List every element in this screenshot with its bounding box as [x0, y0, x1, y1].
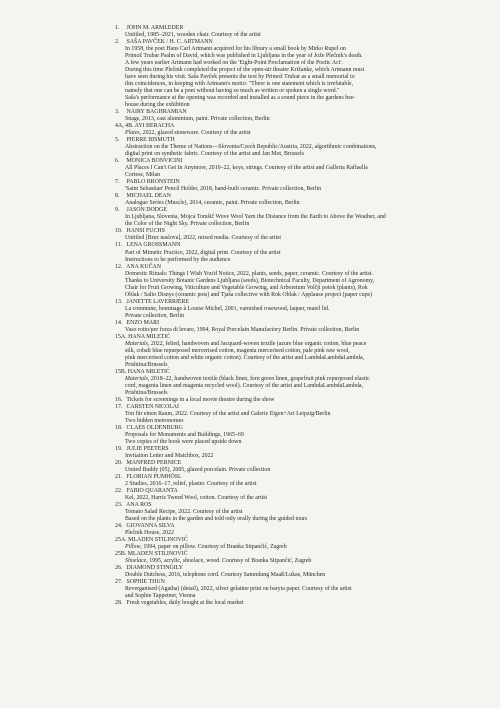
artist-name: LENA GROSSMANN — [126, 242, 181, 249]
entry-heading — [115, 600, 487, 607]
artwork-title: Materials — [125, 340, 148, 347]
checklist-entry — [115, 320, 487, 334]
checklist-entry — [115, 334, 487, 369]
entry-detail-line: Snags, 2013, cast aluminium, paint. Private collection, Berlin — [125, 116, 270, 123]
entry-detail-line: All Places I Can't Get In Anymore, 2010–22, keys, strings. Courtesy of the artist and Galleria Raffaella — [125, 165, 368, 172]
entry-detail-line: Abstraction on the Theme of Nations—Slovenia/Czech Republic/Austria, 2022, algorithmic combinations, — [125, 144, 377, 151]
entry-heading — [115, 109, 487, 116]
artist-name: FLORIAN PUMHÖSL — [126, 474, 182, 480]
entry-detail-line: La commune, hommage à Louise Michel, 2001, varnished rosewood, laquer, matel lid. — [125, 305, 330, 312]
entry-number: 22. — [115, 488, 123, 495]
entry-heading — [115, 334, 487, 341]
checklist-entry — [115, 600, 487, 607]
entry-detail-line: cord, magenta linen and magenta recycled wool). Courtesy of the artist and LambdaLambdaLambda, — [125, 382, 363, 389]
entry-detail-line: In 1958, the poet Hans Carl Artmann acquired for his library a small book by Mirko Rupel on — [125, 46, 346, 53]
checklist-entry — [115, 193, 487, 207]
entry-number: 12. — [115, 263, 123, 270]
entry-number: 14. — [115, 319, 123, 326]
entry-detail-line: 'Saint Sebastian' Pencil Holder, 2018, hand-built ceramic. Private collection, Berlin — [125, 186, 322, 193]
entry-detail-line: Materials, 2022, felted, handwoven and Jacquard-woven textile (azure blue organic cotton, blue peace — [125, 340, 367, 347]
checklist-entry — [115, 158, 487, 179]
entry-number: 25B. — [115, 551, 127, 558]
artist-name: CARSTEN NICOLAI — [126, 403, 180, 410]
entry-heading — [115, 242, 487, 249]
artist-name: HANA MILETIĆ — [127, 368, 170, 375]
checklist-entry — [115, 207, 487, 228]
entry-number: 20. — [115, 459, 123, 466]
entry-detail-line: Plečnik House, 2022 — [125, 530, 174, 537]
checklist-entry — [115, 488, 487, 502]
checklist-entry — [115, 579, 487, 600]
artist-name: MANFRED PERNICE — [126, 459, 182, 466]
checklist-entry — [115, 123, 487, 137]
entry-detail-line: digital print on synthetic fabric. Courtesy of the artist and Jan Mot, Brussels — [125, 151, 304, 158]
entry-number: 15A. — [115, 333, 127, 340]
artist-name: PABLO BRONSTEIN — [126, 179, 180, 186]
entry-detail-line: Two copies of the book were placed upside down — [125, 438, 242, 445]
checklist-entry — [115, 264, 487, 299]
checklist-entry — [115, 369, 487, 397]
artist-name: HANA MILETIĆ — [128, 333, 171, 340]
entry-heading — [115, 425, 487, 432]
checklist-entry — [115, 404, 487, 425]
entry-detail-line: Prishtina/Brussels — [125, 389, 168, 396]
entry-detail-line: Private collection, Berlin — [125, 312, 185, 319]
entry-heading — [115, 264, 487, 271]
entry-detail-line: Based on the plants in the garden and told only orally during the guided tours — [125, 516, 308, 523]
entry-detail-line: silk, cobalt blue repurposed mercerised cotton, magenta mercerised cotton, pale pink raw wool, — [125, 347, 350, 354]
artist-name: JOHN M. ARMLEDER — [126, 25, 184, 31]
entry-detail-line: Instructions to be performed by the audience — [125, 256, 231, 263]
artist-name: PIERRE BISMUTH — [126, 137, 175, 144]
entry-number: 3. — [115, 109, 120, 116]
entry-number: 4A, 4B. — [115, 123, 134, 130]
artist-name: ENZO MARI — [126, 319, 160, 326]
entry-detail-line: pink mercerised cotton and white organic cotton). Courtesy of the artist and LambdaLambdaLambda, — [125, 354, 365, 361]
entry-number: 5. — [115, 137, 120, 144]
artist-name: ANA ROS — [126, 502, 152, 509]
entry-detail-line: A few years earlier Artmann had worked on the 'Eight-Point Proclamation of the Poetic Act'. — [125, 60, 343, 67]
checklist-entry — [115, 179, 487, 193]
entry-detail-line: Cortese, Milan — [125, 172, 161, 179]
entry-text: Fresh vegetables, daily bought at the local market — [126, 600, 244, 607]
entry-heading — [115, 369, 487, 376]
checklist-entry — [115, 242, 487, 263]
entry-detail-line: Analogue Series (Muscle), 2014, ceramic, paint. Private collection, Berlin — [125, 200, 300, 207]
entry-number: 2. — [115, 39, 120, 46]
entry-detail-line: Domestic Rituals: Things I Wish You'd Notice, 2022, plants, seeds, paper, ceramic. Courtesy of the artist. — [125, 270, 373, 277]
artist-name: JASON DODGE — [126, 207, 167, 214]
entry-detail-line: Double Dutchess, 2016, telephone cord. Courtesy Sammlung Maaß/Lukas, München — [125, 572, 326, 579]
artist-name: GIOVANNA SILVA — [126, 523, 175, 530]
entry-heading — [115, 404, 487, 411]
entry-number: 13. — [115, 298, 123, 305]
entry-heading — [115, 474, 487, 481]
artist-name: AYI BERACHA — [134, 123, 175, 130]
artist-name: HANSI FUCHS — [126, 228, 165, 235]
entry-detail-line: Primož Trubar Psalm of David, which was published in Ljubljana in the year of Jože Plečnik's death. — [125, 53, 363, 60]
entry-number: 1. — [115, 25, 120, 31]
entry-detail-line: 2 Studies, 2016–17, relief, plaster. Courtesy of the artist — [125, 481, 257, 488]
entry-detail-line: have seen during his visit. Saša Pavček presents the text by Primož Trubar as a small memorial to — [125, 74, 355, 81]
artist-name: MLADEN STILINOVIĆ — [128, 537, 188, 544]
entry-number: 28. — [115, 600, 123, 607]
checklist-entry — [115, 565, 487, 579]
artist-name: DIAMOND STINGILY — [126, 565, 183, 572]
entry-number: 26. — [115, 565, 123, 572]
entry-detail-line: namely that one can be a poet without having so much as written or spoken a single word." — [125, 88, 340, 95]
entry-detail-line: Proposals for Monuments and Buildings, 1965–69 — [125, 431, 244, 438]
artist-name: ANA KUČAN — [126, 263, 162, 270]
artist-name: MICHAEL DEAN — [126, 193, 171, 200]
entry-number: 17. — [115, 403, 123, 410]
checklist-entry — [115, 25, 487, 39]
checklist-entry — [115, 502, 487, 523]
entry-detail-line: Pillow, 1994, paper on pillow. Courtesy of Branka Stipančić, Zagreb — [125, 544, 287, 551]
entry-detail-line: Invitation Letter and Matchbox, 2022 — [125, 452, 214, 459]
entry-detail-line: Reverganised (Agatha) (detail), 2022, silver gelatine print on baryta paper. Courtesy of the artist — [125, 586, 352, 593]
entry-heading — [115, 460, 487, 467]
entry-detail-line: Plates, 2022, glazed stoneware. Courtesy of the artist — [125, 130, 251, 137]
entry-text: Tickets for screenings in a local movie theatre during the show — [126, 396, 275, 403]
entry-detail-line: United Buddy (05), 2005, glazed porcelain. Private collection — [125, 466, 271, 473]
artwork-title: Plates — [125, 130, 140, 137]
checklist-entry — [115, 397, 487, 404]
checklist-entry — [115, 228, 487, 242]
entry-number: 19. — [115, 445, 123, 452]
entry-detail-line: Ton für einen Raum, 2022. Courtesy of the artist and Galerie Eigen+Art Leipzig/Berlin — [125, 410, 331, 417]
checklist-entry — [115, 446, 487, 460]
artist-name: JANETTE LAVERRIÈRE — [126, 298, 190, 305]
entry-number: 27. — [115, 579, 123, 586]
entry-heading — [115, 179, 487, 186]
artwork-title: Materials — [125, 375, 148, 382]
entry-detail-line: the Color of the Night Sky. Private collection, Berlin — [125, 221, 250, 228]
entry-number: 11. — [115, 242, 123, 249]
entry-detail-line: Chair for Fruit Growing, Viticulture and Vegetable Growing, and Arboretum Volčji potok (plants), Rok — [125, 284, 368, 291]
entry-heading — [115, 397, 487, 404]
checklist-entry — [115, 474, 487, 488]
checklist-entry — [115, 109, 487, 123]
artist-name: CLAES OLDENBURG — [126, 424, 183, 431]
entry-heading — [115, 446, 487, 453]
entry-number: 21. — [115, 474, 123, 480]
checklist-entry — [115, 39, 487, 109]
entry-detail-line: Part of Mimetic Practice, 2022, digital print. Courtesy of the artist — [125, 249, 281, 256]
artwork-title: Shoelace — [125, 558, 147, 565]
entry-number: 10. — [115, 228, 123, 235]
entry-detail-line: and Sophie Tappeiner, Vienna — [125, 593, 196, 600]
entry-number: 25A. — [115, 537, 127, 544]
entry-number: 7. — [115, 179, 120, 186]
entry-detail-line: Thanks to University Botanic Gardens Ljubljana (seeds), Biotechnical Faculty, Department of Agronomy, — [125, 277, 375, 284]
checklist-entry — [115, 523, 487, 537]
entry-detail-line: this coincidences, in keeping with Artmann's motto: "There is one statement which is irrefutable, — [125, 81, 354, 88]
checklist-entry — [115, 137, 487, 158]
entry-detail-line: In Ljubljana, Slovenia, Mojca Tomšič Wove Wool Yarn the Distance from the Earth to Above the Weather, and — [125, 214, 386, 221]
entry-detail-line: Two hidden metronomes — [125, 417, 184, 424]
artist-name: FABIO QUARANTA — [126, 488, 178, 495]
checklist-entry — [115, 425, 487, 446]
entry-heading — [115, 25, 487, 32]
entry-number: 8. — [115, 193, 120, 200]
artist-name: SAŠA PAVČEK / H. C. ARTMANN — [126, 39, 213, 46]
artist-name: NAIRY BAGHRAMIAN — [126, 109, 187, 116]
entry-heading — [115, 523, 487, 530]
checklist-entry — [115, 551, 487, 565]
entry-number: 18. — [115, 424, 123, 431]
entry-detail-line: Vaso rotto/per forza di levare, 1994, Royal Porcelain Manufactory Berlin. Private collection, Berlin — [125, 326, 360, 333]
entry-detail-line: Materials, 2018–22, handwoven textile (black linen, fern green linen, grapefruit pink repurposed elastic — [125, 375, 370, 382]
artist-name: MLADEN STILINOVIĆ — [127, 551, 188, 558]
entry-detail-line: During this time Plečnik completed the project of the open-air theatre Križanke, which Artmann must — [125, 67, 365, 74]
entry-detail-line: Tomato Salad Recipe, 2022. Courtesy of the artist — [125, 509, 243, 516]
entry-number: 9. — [115, 207, 120, 214]
entry-detail-line: Shoelace, 1995, acrylic, shoelace, wood. Courtesy of Branka Stipančić, Zagreb — [125, 558, 312, 565]
exhibition-checklist — [115, 25, 487, 607]
entry-detail-line: Kel, 2022, Harris Tweed Wool, cotton. Courtesy of the artist — [125, 495, 268, 502]
artist-name: MONICA BONVICINI — [126, 158, 183, 165]
entry-heading — [115, 488, 487, 495]
entry-heading — [115, 299, 487, 306]
entry-heading — [115, 320, 487, 327]
entry-number: 15B. — [115, 368, 127, 375]
checklist-entry — [115, 299, 487, 320]
artist-name: JULIE PEETERS — [126, 445, 169, 452]
entry-detail-line: Untitled [Brez naslova], 2022, mixed media. Courtesy of the artist — [125, 235, 282, 242]
entry-detail-line: Untitled, 1985–2021, wooden chair. Courtesy of the artist — [125, 32, 261, 39]
entry-detail-line: Oblak / Salto Disnys (ceramic pots) and Tjaša collective with Rok Oblak / Applause project (paper cups) — [125, 291, 372, 298]
entry-number: 24. — [115, 523, 123, 530]
entry-number: 6. — [115, 158, 120, 165]
entry-detail-line: Prishtina/Brussels — [125, 361, 168, 368]
artist-name: SOPHIE THUN — [126, 579, 165, 586]
entry-number: 23. — [115, 502, 123, 509]
entry-heading — [115, 39, 487, 46]
entry-detail-line: Saša's performance at the opening was recorded and installed as a sound piece in the gardens bee- — [125, 95, 356, 102]
checklist-entry — [115, 537, 487, 551]
artwork-title: Pillow — [125, 544, 141, 551]
entry-detail-line: house during the exhibition — [125, 102, 190, 109]
entry-number: 16. — [115, 396, 123, 403]
checklist-entry — [115, 460, 487, 474]
